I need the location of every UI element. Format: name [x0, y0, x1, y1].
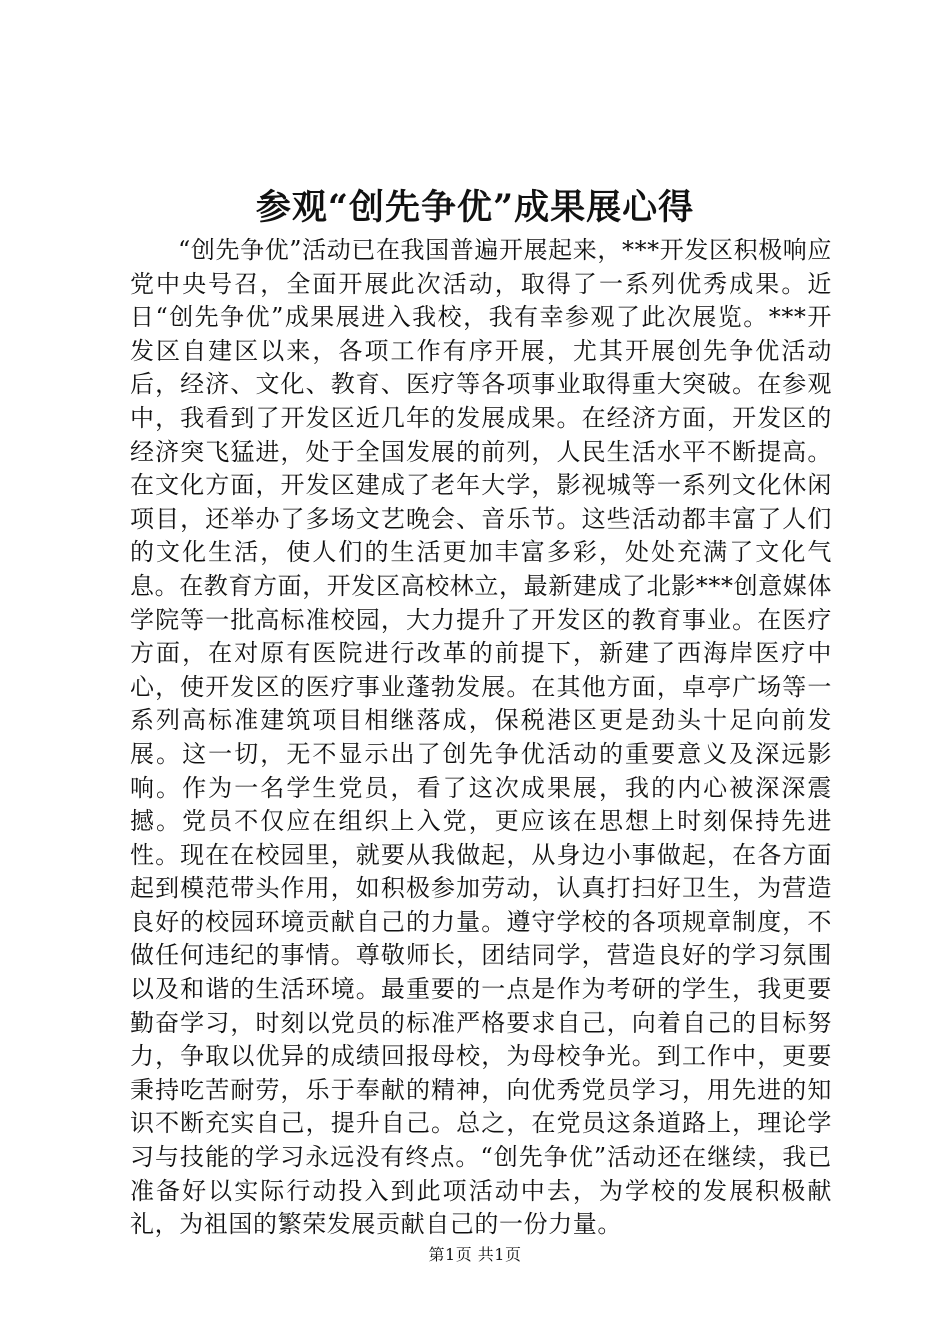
- document-body-paragraph: “创先争优”活动已在我国普遍开展起来，***开发区积极响应党中央号召，全面开展此次活动，取得了一系列优秀成果。近日“创先争优”成果展进入我校，我有幸参观了此次展览。***开发区自建区以来，各项工作有序开展，尤其开展创先争优活动后，经济、文化、教育、医疗等各项事业取得重大突破。在参观中，我看到了开发区近几年的发展成果。在经济方面，开发区的经济突飞猛进，处于全国发展的前列，人民生活水平不断提高。在文化方面，开发区建成了老年大学，影视城等一系列文化休闲项目，还举办了多场文艺晚会、音乐节。这些活动都丰富了人们的文化生活，使人们的生活更加丰富多彩，处处充满了文化气息。在教育方面，开发区高校林立，最新建成了北影***创意媒体学院等一批高标准校园，大力提升了开发区的教育事业。在医疗方面，在对原有医院进行改革的前提下，新建了西海岸医疗中心，使开发区的医疗事业蓬勃发展。在其他方面，卓亭广场等一系列高标准建筑项目相继落成，保税港区更是劲头十足向前发展。这一切，无不显示出了创先争优活动的重要意义及深远影响。作为一名学生党员，看了这次成果展，我的内心被深深震撼。党员不仅应在组织上入党，更应该在思想上时刻保持先进性。现在在校园里，就要从我做起，从身边小事做起，在各方面起到模范带头作用，如积极参加劳动，认真打扫好卫生，为营造良好的校园环境贡献自己的力量。遵守学校的各项规章制度，不做任何违纪的事情。尊敬师长，团结同学，营造良好的学习氛围以及和谐的生活环境。最重要的一点是作为考研的学生，我更要勤奋学习，时刻以党员的标准严格要求自己，向着自己的目标努力，争取以优异的成绩回报母校，为母校争光。到工作中，更要秉持吃苦耐劳，乐于奉献的精神，向优秀党员学习，用先进的知识不断充实自己，提升自己。总之，在党员这条道路上，理论学习与技能的学习永远没有终点。“创先争优”活动还在继续，我已准备好以实际行动投入到此项活动中去，为学校的发展积极献礼，为祖国的繁荣发展贡献自己的一份力量。: [130, 236, 832, 1239]
- document-title: 参观“创先争优”成果展心得: [255, 187, 695, 228]
- page-number-footer: 第1页 共1页: [428, 1245, 522, 1264]
